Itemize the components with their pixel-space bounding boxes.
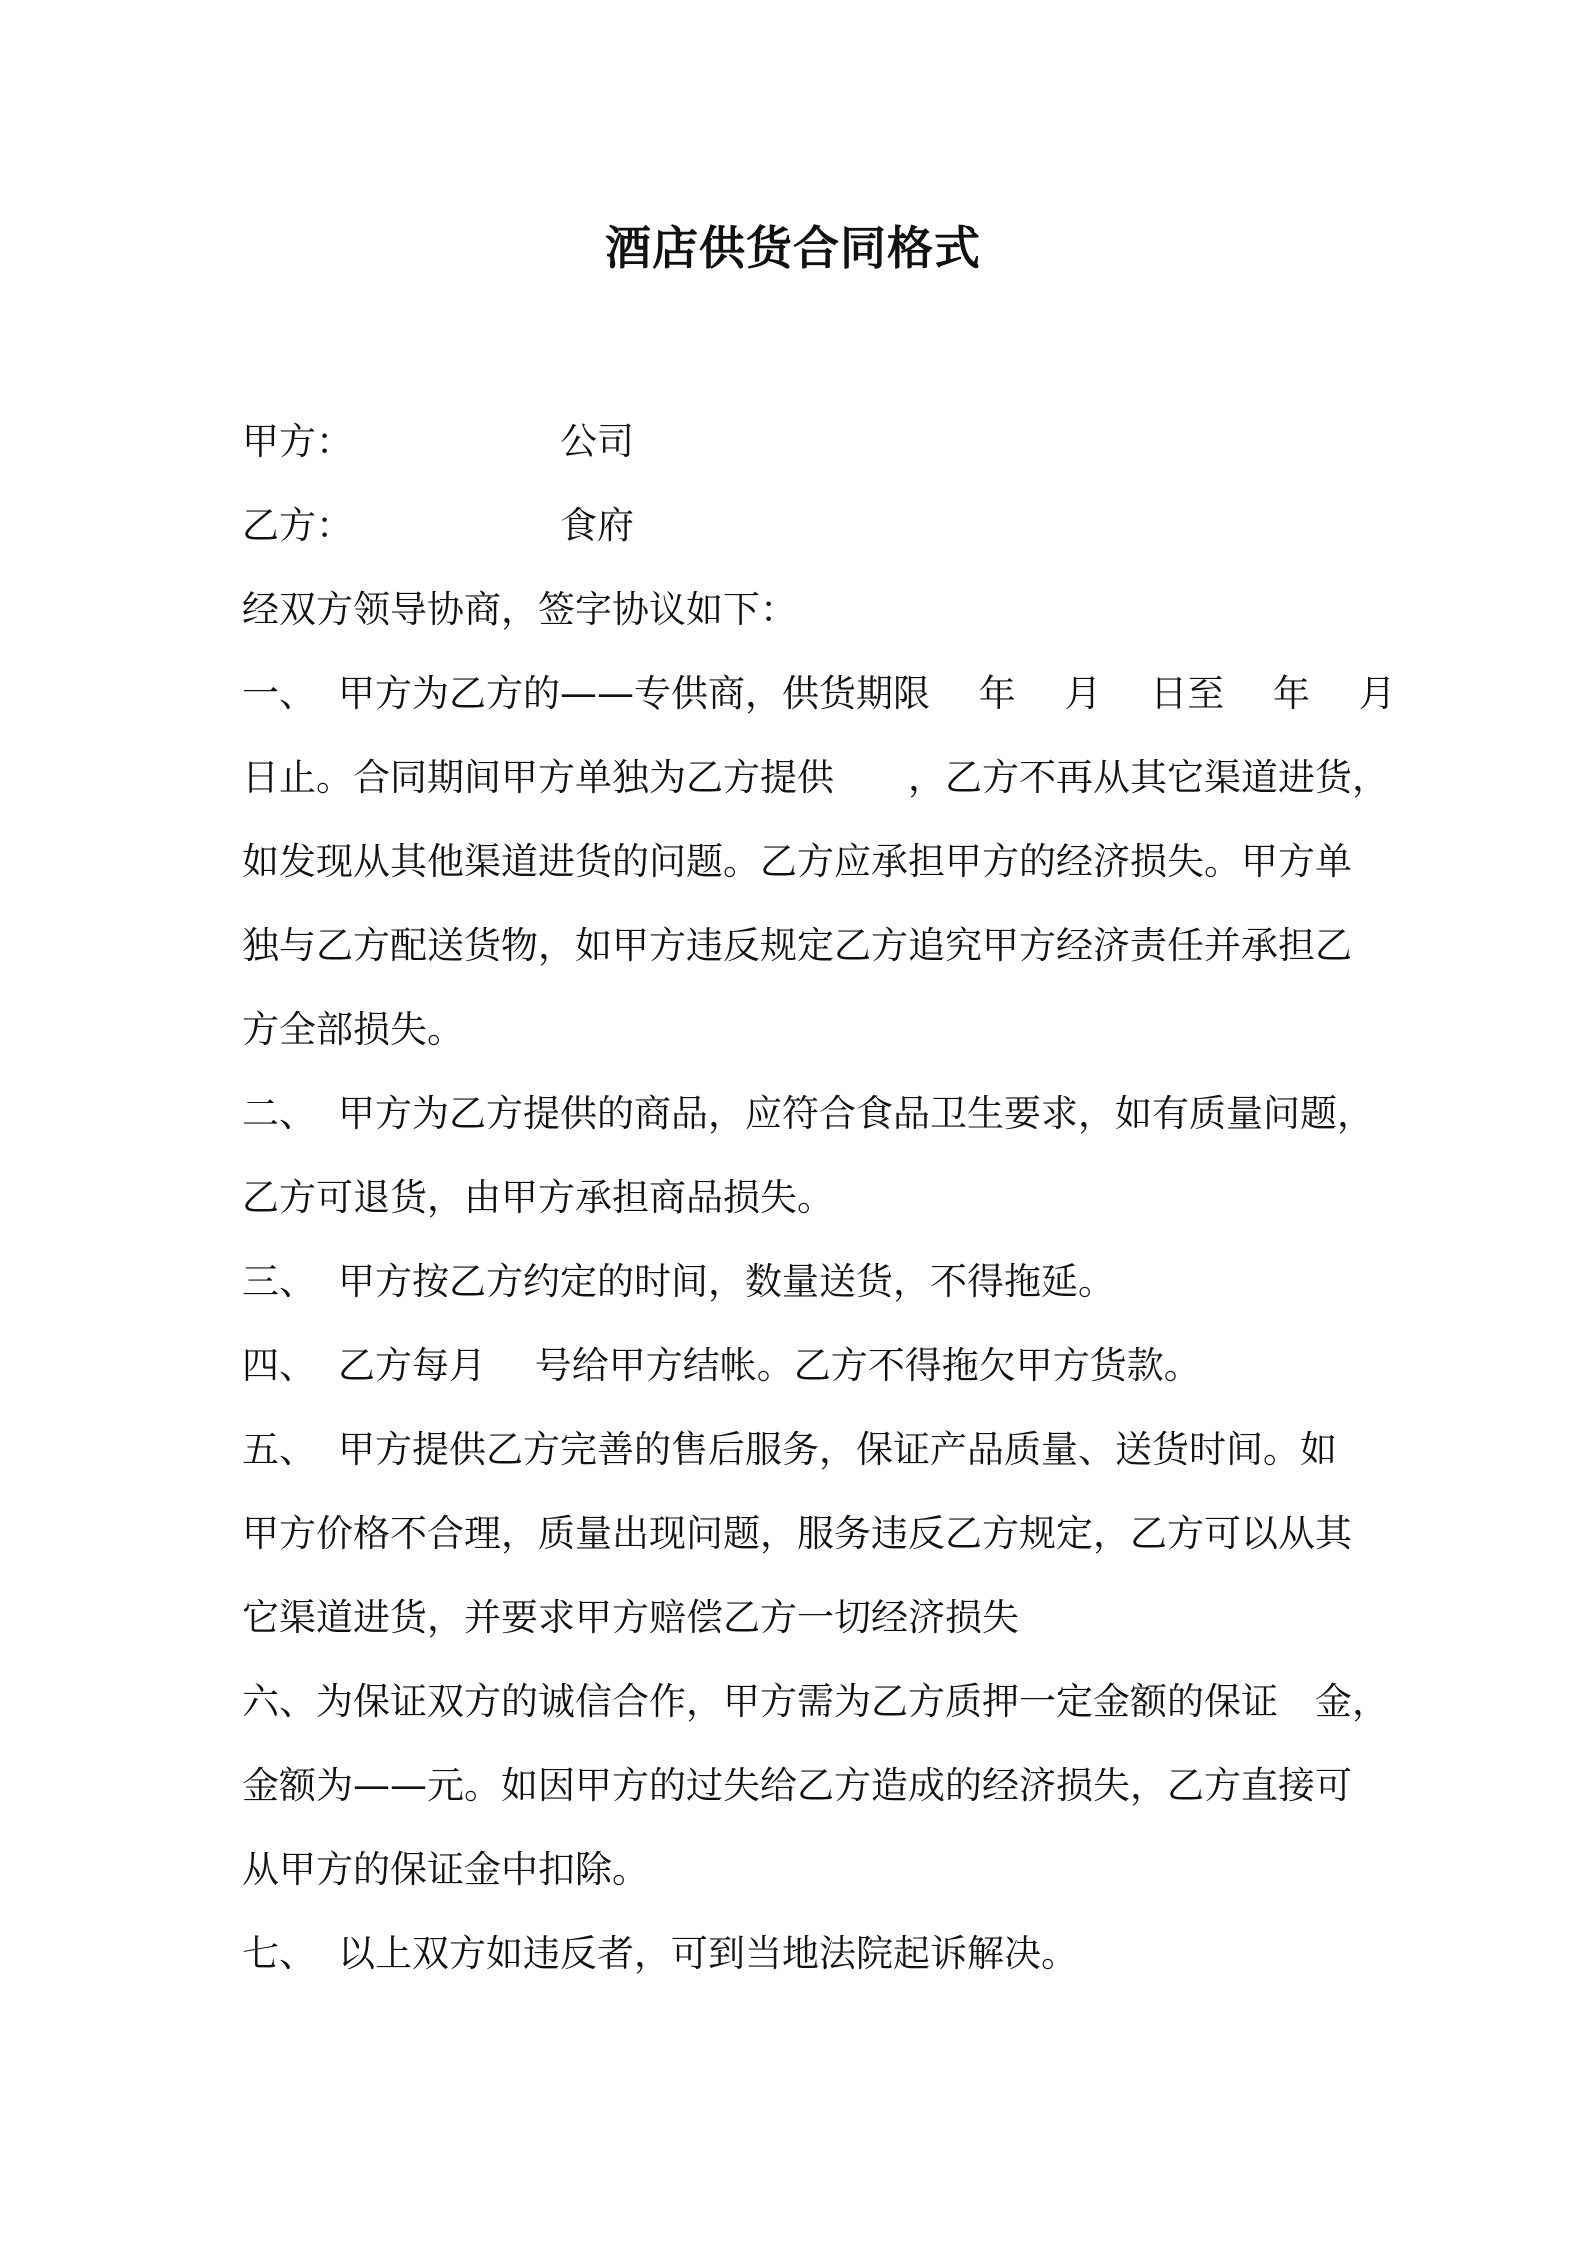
clause-6-number: 六、 xyxy=(242,1680,316,1723)
clause-5-number: 五、 xyxy=(242,1428,316,1471)
clause-5-line-1 xyxy=(242,1426,1337,1474)
clause-7-line-1 xyxy=(242,1930,1078,1978)
clause-6-line-1 xyxy=(242,1678,1389,1726)
clause-2-line-2: 乙方可退货，由甲方承担商品损失。 xyxy=(242,1176,834,1219)
clause-4-number: 四、 xyxy=(242,1344,316,1387)
clause-1-line-3: 如发现从其他渠道进货的问题。乙方应承担甲方的经济损失。甲方单 xyxy=(242,840,1352,883)
clause-7-number: 七、 xyxy=(242,1932,316,1975)
clause-7-text: 以上双方如违反者，可到当地法院起诉解决。 xyxy=(338,1932,1078,1975)
clause-2-number: 二、 xyxy=(242,1092,316,1135)
clause-2-line-1 xyxy=(242,1090,1374,1138)
party-b-label: 乙方： xyxy=(242,504,353,547)
clause-1-line-1 xyxy=(242,670,1396,718)
party-a-label: 甲方： xyxy=(242,420,353,463)
clause-4-text: 乙方每月 号给甲方结帐。乙方不得拖欠甲方货款。 xyxy=(338,1344,1201,1387)
document-title: 酒店供货合同格式 xyxy=(605,221,981,275)
clause-1-line-5: 方全部损失。 xyxy=(242,1008,464,1051)
clause-2-text: 甲方为乙方提供的商品，应符合食品卫生要求，如有质量问题， xyxy=(338,1092,1374,1135)
intro-text: 经双方领导协商，签字协议如下： xyxy=(242,588,797,631)
clause-5-text: 甲方提供乙方完善的售后服务，保证产品质量、送货时间。如 xyxy=(338,1428,1337,1471)
clause-6-line-2: 金额为——元。如因甲方的过失给乙方造成的经济损失，乙方直接可 xyxy=(242,1764,1352,1807)
clause-5-line-2: 甲方价格不合理，质量出现问题，服务违反乙方规定，乙方可以从其 xyxy=(242,1512,1352,1555)
clause-1-line-4: 独与乙方配送货物，如甲方违反规定乙方追究甲方经济责任并承担乙 xyxy=(242,924,1352,967)
clause-3-line-1 xyxy=(242,1258,1115,1306)
clause-3-text: 甲方按乙方约定的时间，数量送货，不得拖延。 xyxy=(338,1260,1115,1303)
clause-5-line-3: 它渠道进货，并要求甲方赔偿乙方一切经济损失 xyxy=(242,1596,1019,1639)
clause-1-line-2: 日止。合同期间甲方单独为乙方提供 ，乙方不再从其它渠道进货， xyxy=(242,756,1389,799)
clause-4-line-1 xyxy=(242,1342,1201,1390)
clause-6-text: 为保证双方的诚信合作，甲方需为乙方质押一定金额的保证 金， xyxy=(316,1680,1389,1723)
clause-3-number: 三、 xyxy=(242,1260,316,1303)
clause-1-number: 一、 xyxy=(242,672,316,715)
clause-6-line-3: 从甲方的保证金中扣除。 xyxy=(242,1848,649,1891)
party-b-value: 食府 xyxy=(560,504,634,547)
clause-1-text: 甲方为乙方的——专供商，供货期限 年 月 日至 年 月 xyxy=(338,672,1396,715)
party-a-value: 公司 xyxy=(560,420,634,463)
